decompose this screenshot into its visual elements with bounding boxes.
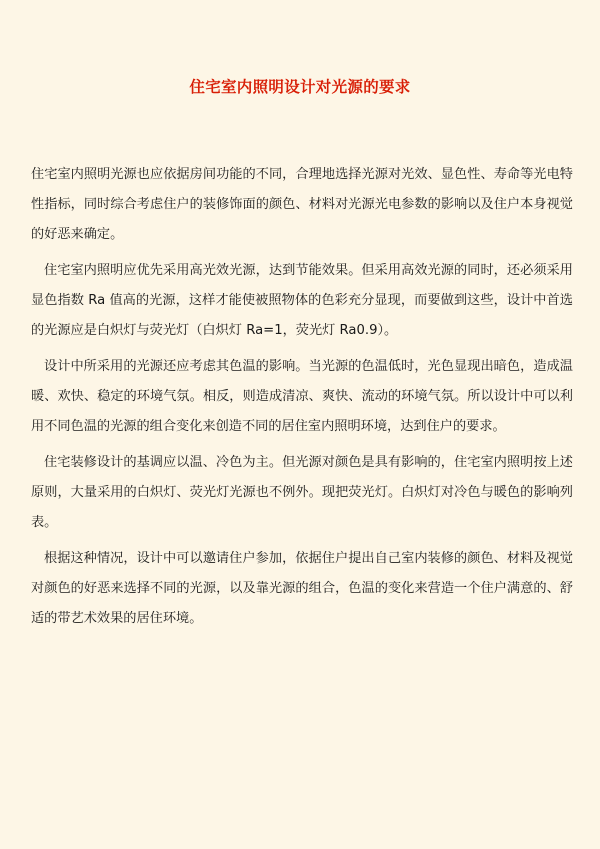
paragraph-5: 根据这种情况，设计中可以邀请住户参加，依据住户提出自己室内装修的颜色、材料及视觉对颜色的好恶来选择不同的光源，以及靠光源的组合，色温的变化来营造一个住户满意的、舒适的带艺术效果的居住环境。 [31, 551, 573, 626]
paragraph-4: 住宅装修设计的基调应以温、冷色为主。但光源对颜色是具有影响的，住宅室内照明按上述原则，大量采用的白炽灯、荧光灯光源也不例外。现把荧光灯。白炽灯对冷色与暖色的影响列表。 [31, 455, 573, 530]
document-body [31, 160, 573, 640]
paragraph-3: 设计中所采用的光源还应考虑其色温的影响。当光源的色温低时，光色显现出暗色，造成温暖、欢快、稳定的环境气氛。相反，则造成清凉、爽快、流动的环境气氛。所以设计中可以利用不同色温的光源的组合变化来创造不同的居住室内照明环境，达到住户的要求。 [31, 359, 573, 434]
document-title: 住宅室内照明设计对光源的要求 [189, 78, 411, 96]
paragraph-1: 住宅室内照明光源也应依据房间功能的不同，合理地选择光源对光效、显色性、寿命等光电特性指标，同时综合考虑住户的装修饰面的颜色、材料对光源光电参数的影响以及住户本身视觉的好恶来确定。 [31, 167, 573, 242]
paragraph-2: 住宅室内照明应优先采用高光效光源，达到节能效果。但采用高效光源的同时，还必须采用显色指数 Ra 值高的光源，这样才能使被照物体的色彩充分显现，而要做到这些，设计中首选的光源应是白炽灯与荧光灯（白炽灯 Ra=1，荧光灯 Ra0.9）。 [31, 263, 573, 338]
